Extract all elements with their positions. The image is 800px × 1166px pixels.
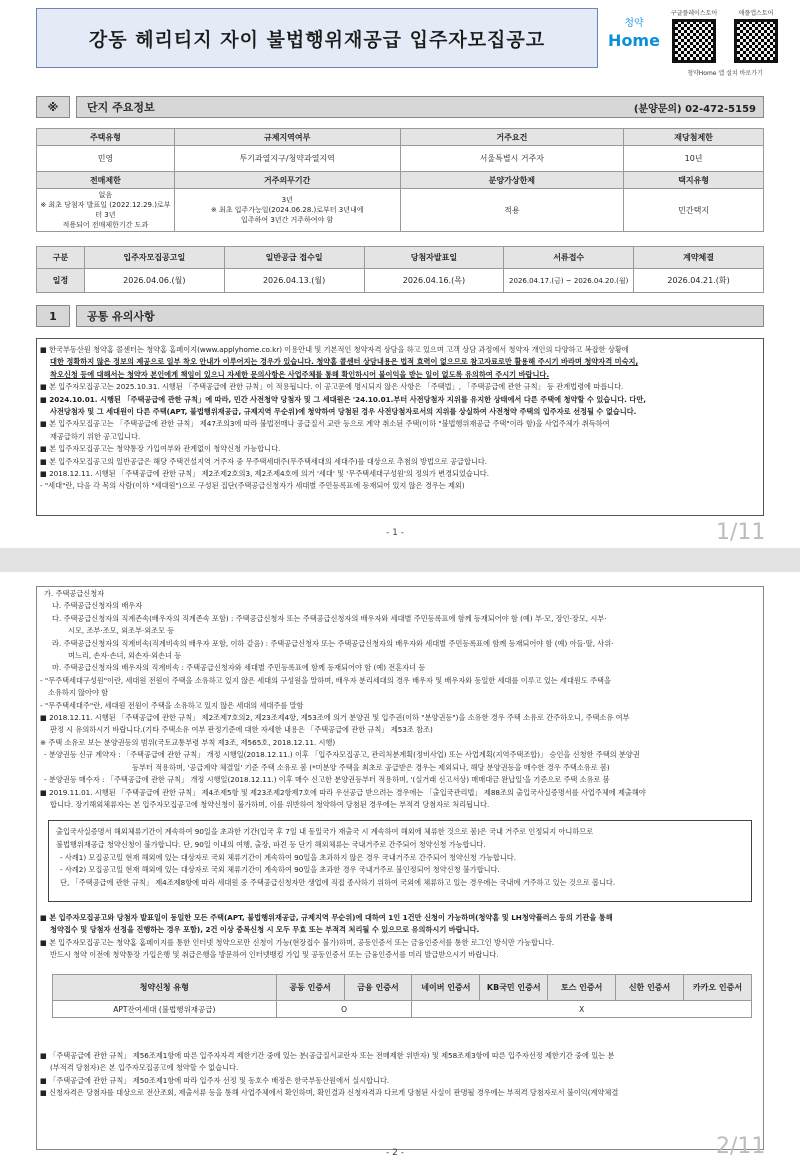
th-cert-shinhan: 신한 인증서: [616, 975, 684, 1001]
paragraph: 나. 주택공급신청자의 배우자: [52, 601, 143, 611]
residence-note-1: ※ 최초 입주가능일(2024.06.28.)로부터 3년내에: [210, 206, 364, 214]
paragraph: 불법행위재공급 청약신청이 불가합니다. 단, 90일 이내의 여행, 출장, 파견 등 단기 해외체류는 국내거주로 간주되어 청약신청 가능합니다.: [56, 839, 486, 849]
page-number: - 2 -: [386, 1148, 404, 1158]
th-rewin-limit: 재당첨제한: [624, 129, 764, 146]
page-gap: [0, 548, 800, 572]
paragraph: ■ 2019.11.01. 시행된 「주택공급에 관한 규칙」 제4조제5항 및 제23조제2항제7호에 따라 우선공급 받으려는 경우에는 「출입국관리법」 제88조의 출입국사실증명서를 사업주체에 제출해야: [40, 787, 646, 797]
paragraph: 시모, 조부·조모, 외조부·외조모 등: [68, 626, 175, 636]
qr-code-icon: [672, 19, 716, 63]
paragraph: 단, 「주택공급에 관한 규칙」 제4조제8항에 따라 세대원 중 주택공급신청자만 생업에 직접 종사하기 위하여 국외에 체류하고 있는 경우에는 국내에 거주하고 있는 것으로 봅니다.: [60, 878, 616, 888]
paragraph: - 분양권등 신규 계약자 : 「주택공급에 관한 규칙」 개정 시행일(2018.12.11.) 이후 「입주자모집공고, 관리처분계획(정비사업) 또는 사업계획(지역주택조합)」 승인을 신청한 주택의 분양권: [44, 750, 640, 760]
qr-label: 애플앱스토어: [738, 10, 774, 17]
paragraph: 재공급하기 위한 공고입니다.: [50, 431, 141, 441]
paragraph: 라. 주택공급신청자의 직계비속(직계비속의 배우자 포함, 이하 같음) : 주택공급신청자 또는 주택공급신청자의 배우자와 세대별 주민등록표에 함께 등재되어야 함 (예) 아들·딸, 사위·: [52, 638, 614, 648]
paragraph: ■ 본 입주자모집공고는 청약홈 홈페이지를 통한 인터넷 청약으로만 신청이 가능(현장접수 불가)하며, 공동인증서 또는 금융인증서를 통한 로그인 방식만 가능합니다.: [40, 937, 555, 947]
th-cert-toss: 토스 인증서: [548, 975, 616, 1001]
paragraph: 판정 시 유의하시기 바랍니다.(기타 주택소유 여부 판정기준에 대한 자세한 내용은 「주택공급에 관한 규칙」 제53조 참조): [50, 725, 433, 735]
qr-note: 청약Home 앱 설치 바로가기: [687, 70, 763, 77]
paragraph: 청약접수 및 당첨자 선정을 진행하는 경우 포함), 2건 이상 중복신청 시 모두 무효 또는 부적격 처리될 수 있으므로 유의하시기 바랍니다.: [50, 925, 480, 935]
document-page-1: [0, 0, 800, 548]
td-apply-type: APT잔여세대 (불법행위재공급): [53, 1001, 277, 1018]
paragraph: 마. 주택공급신청자의 배우자의 직계비속 : 주택공급신청자와 세대별 주민등록표에 함께 등재되어야 함 (예) 전혼자녀 등: [52, 663, 426, 673]
page-counter: 1/11: [716, 520, 766, 545]
th-land-type: 택지유형: [624, 172, 764, 189]
th-apply-type: 청약신청 유형: [53, 975, 277, 1001]
paragraph: ■ 본 입주자모집공고의 일반공급은 해당 주택건설지역 거주자 중 무주택세대주(무주택세대의 세대주)를 대상으로 추첨의 방법으로 공급합니다.: [40, 456, 488, 466]
td-documents: 2026.04.17.(금) ~ 2026.04.20.(월): [504, 269, 634, 293]
section-mark: 1: [36, 305, 70, 327]
section-title: [76, 305, 764, 327]
paragraph: 반드시 청약 이전에 청약통장 가입은행 및 취급은행을 방문하여 인터넷뱅킹 가입 및 공동인증서 또는 금융인증서를 미리 발급받으시기 바랍니다.: [50, 950, 499, 960]
paragraph: - "무주택세대주"란, 세대원 전원이 주택을 소유하고 있지 않은 세대의 세대주를 말함: [40, 700, 304, 710]
th-contract: 계약체결: [634, 247, 764, 269]
contact-phone: (분양문의) 02-472-5159: [633, 103, 756, 115]
paragraph: 가. 주택공급신청자: [44, 589, 105, 598]
th-cert-kakao: 카카오 인증서: [684, 975, 752, 1001]
paragraph: 다. 주택공급신청자의 직계존속(배우자의 직계존속 포함) : 주택공급신청자 또는 주택공급신청자의 배우자와 세대별 주민등록표에 함께 등재되어야 함 (예) 부·모, 장인·장모, 시부·: [52, 613, 607, 623]
th-housing-type: 주택유형: [37, 129, 175, 146]
td-notice-date: 2026.04.06.(월): [84, 269, 224, 293]
page-counter: 2/11: [716, 1134, 766, 1159]
th-documents: 서류접수: [504, 247, 634, 269]
paragraph: 며느리, 손자·손녀, 외손자·외손녀 등: [68, 651, 182, 661]
section-header-1: [36, 305, 764, 327]
td-residence-req: 서울특별시 거주자: [400, 146, 624, 172]
resale-value: 없음: [98, 191, 113, 199]
paragraph: 소유하지 않아야 함: [48, 688, 109, 698]
document-page-2: [0, 572, 800, 1166]
paragraph: ■ 2024.10.01. 시행된 「주택공급에 관한 규칙」에 따라, 민간 사전청약 당첨자 및 그 세대원은 '24.10.01.부터 사전당첨자 지위를 유지한 상태에서 다른 주택에 청약할 수 있습니다. 다만,: [40, 394, 646, 404]
paragraph: - 분양권등 매수자 : 「주택공급에 관한 규칙」 개정 시행일(2018.12.11.) 이후 매수 신고한 분양권등부터 적용하며, '(실거래 신고서상) 매매대금 완납일'을 기준으로 주택 소유로 봄: [44, 775, 610, 785]
th-regulation: 규제지역여부: [174, 129, 400, 146]
application-notice-text: [40, 912, 760, 962]
qr-code-icon: [734, 19, 778, 63]
th-category: 구분: [37, 247, 85, 269]
paragraph: 착오신청 등에 대해서는 청약자 본인에게 책임이 있으니 자세한 문의사항은 사업주체를 통해 확인하시어 불이익을 받는 일이 없도록 유의하여 주시기 바랍니다.: [50, 369, 550, 379]
qr-app-store[interactable]: [726, 8, 786, 63]
th-resale: 전매제한: [37, 172, 175, 189]
qualification-notice-text: [40, 1050, 760, 1100]
paragraph: 대한 정확하지 않은 정보의 제공으로 일부 착오 안내가 이루어지는 경우가 있습니다. 청약홈 콜센터 상담내용은 법적 효력이 없으므로 참고자료로만 활용해 주시기 바라며 청약자격 미숙지,: [50, 357, 639, 367]
section-mark: ※: [36, 96, 70, 118]
th-winner-date: 당첨자발표일: [364, 247, 504, 269]
resale-note-1: ※ 최초 당첨자 발표일 (2022.12.29.)로부터 3년: [40, 201, 171, 219]
info-table: [36, 128, 764, 232]
paragraph: 출입국사실증명서 해외체류기간이 계속하여 90일을 초과한 기간(입국 후 7일 내 동일국가 재출국 시 계속하여 해외에 체류한 것으로 봄)은 국내 거주로 인정되지 아니하므로: [56, 827, 594, 836]
th-cert-joint: 공동 인증서: [276, 975, 344, 1001]
td-general-supply: 2026.04.13.(월): [224, 269, 364, 293]
paragraph: ■ 본 입주자모집공고는 청약통장 가입여부와 관계없이 청약신청 가능합니다.: [40, 444, 281, 454]
td-price-cap: 적용: [400, 189, 624, 232]
td-winner-date: 2026.04.16.(목): [364, 269, 504, 293]
schedule-table: [36, 246, 764, 293]
th-price-cap: 분양가상한제: [400, 172, 624, 189]
paragraph: ※ 주택 소유로 보는 분양권등의 범위(국토교통부령 부칙 제3조, 제565호, 2018.12.11. 시행): [40, 737, 336, 747]
paragraph: - 사례2) 모집공고일 현재 해외에 있는 대상자로 국외 체류기간이 계속하여 90일을 초과한 경우 국내거주로 불인정되어 청약신청 불가합니다.: [60, 865, 500, 875]
td-cert-joint-financial: O: [276, 1001, 412, 1018]
paragraph: ■ 신청자격은 당첨자를 대상으로 전산조회, 제출서류 등을 통해 사업주체에서 확인하며, 확인결과 신청자격과 다르게 당첨된 사실이 판명될 경우에는 부적격 당첨자로서 불이익(계약체결: [40, 1088, 619, 1098]
paragraph: ■ 본 입주자모집공고는 2025.10.31. 시행된 「주택공급에 관한 규칙」이 적용됩니다. 이 공고문에 명시되지 않은 사항은 「주택법」, 「주택공급에 관한 규칙」 등 관계법령에 따릅니다.: [40, 382, 624, 392]
th-cert-naver: 네이버 인증서: [412, 975, 480, 1001]
paragraph: - "세대"란, 다음 각 목의 사람(이하 "세대원")으로 구성된 집단(주택공급신청자가 세대별 주민등록표에 등재되어 있지 않은 경우는 제외): [40, 481, 465, 491]
th-residence-duty: 거주의무기간: [174, 172, 400, 189]
notice-title-box: [36, 8, 598, 68]
common-notice-text: [40, 344, 760, 493]
resale-note-2: 적용되어 전매제한기간 도과: [62, 221, 149, 229]
section-title-text: 공통 유의사항: [87, 310, 155, 323]
td-contract: 2026.04.21.(화): [634, 269, 764, 293]
paragraph: ■ 「주택공급에 관한 규칙」 제56조제1항에 따른 입주자자격 제한기간 중에 있는 분(공급질서교란자 또는 전매제한 위반자) 및 제58조제3항에 따른 입주자선정 제한기간 중에 있는 분: [40, 1051, 615, 1060]
td-rewin-limit: 10년: [624, 146, 764, 172]
residence-note-2: 입주하여 3년간 거주하여야 함: [241, 216, 334, 224]
paragraph: - 사례1) 모집공고일 현재 해외에 있는 대상자로 국외 체류기간이 계속하여 90일을 초과하지 않은 경우 국내거주로 간주되어 청약신청 가능합니다.: [60, 852, 517, 862]
paragraph: 사전당첨자 및 그 세대원이 다른 주택(APT, 불법행위재공급, 규제지역 무순위)에 청약하여 당첨된 경우 사전당첨자로서의 지위를 상실하여 사전청약 주택의 입주자로 선정될 수 없습니다.: [50, 407, 637, 417]
th-cert-financial: 금융 인증서: [344, 975, 412, 1001]
paragraph: ■ 본 입주자모집공고와 당첨자 발표일이 동일한 모든 주택(APT, 불법행위재공급, 규제지역 무순위)에 대하여 1인 1건만 신청이 가능하며(청약홈 및 LH청약플러스 등의 기관을 통해: [40, 913, 613, 922]
paragraph: ■ 「주택공급에 관한 규칙」 제50조제1항에 따라 입주자 선정 및 동호수 배정은 한국부동산원에서 실시합니다.: [40, 1075, 390, 1085]
th-notice-date: 입주자모집공고일: [84, 247, 224, 269]
section-title-text: 단지 주요정보: [87, 101, 155, 114]
residence-value: 3년: [281, 196, 293, 204]
paragraph: ■ 본 입주자모집공고는 「주택공급에 관한 규칙」 제47조의3에 따라 불법전매나 공급질서 교란 등으로 계약 취소된 주택(이하 "불법행위재공급 주택"이라 함)을 사업주체가 취득하여: [40, 419, 610, 429]
paragraph: ■ 한국부동산원 청약홈 콜센터는 청약홈 홈페이지(www.applyhome.co.kr) 이용안내 및 기본적인 청약자격 상담을 하고 있으며 고객 상담 과정에서 청약자 개인의 다양하고 복잡한 상황에: [40, 345, 629, 354]
qr-google-play[interactable]: [664, 8, 724, 63]
td-row-label: 일정: [37, 269, 85, 293]
td-residence-duty: [174, 189, 400, 232]
applyhome-logo: [606, 14, 662, 64]
qr-label: 구글플레이스토어: [670, 10, 718, 17]
page-number: - 1 -: [386, 528, 404, 538]
paragraph: ■ 2018.12.11. 시행된 「주택공급에 관한 규칙」 제2조제2호의3, 제2조제4호에 의거 '세대' 및 '무주택세대구성원'의 정의가 변경되었습니다.: [40, 469, 490, 479]
certificate-table: [52, 974, 752, 1018]
logo-text-top: 청약: [624, 18, 644, 29]
td-cert-private: X: [412, 1001, 752, 1018]
section-header-main: [36, 96, 764, 118]
th-general-supply: 일반공급 접수일: [224, 247, 364, 269]
th-cert-kb: KB국민 인증서: [480, 975, 548, 1001]
th-residence-req: 거주요건: [400, 129, 624, 146]
household-definition-text: [40, 588, 760, 811]
overseas-notice-text: [56, 826, 748, 890]
paragraph: 등부터 적용하며, '공급계약 체결일' 기준 주택 소유로 봄 (*미분양 주택을 최초로 공급받은 경우는 제외되나, 해당 분양권등을 매수한 경우 주택소유로 봄): [132, 762, 610, 772]
td-land-type: 민간택지: [624, 189, 764, 232]
td-resale: [37, 189, 175, 232]
paragraph: ■ 2018.12.11. 시행된 「주택공급에 관한 규칙」 제2조제7호의2, 제23조제4항, 제53조에 의거 분양권 및 입주권(이하 "분양권등")을 소유한 경우 주택 소유로 간주하오니, 주택소유 여부: [40, 713, 630, 723]
logo-text-name: Home: [608, 31, 660, 50]
td-housing-type: 민영: [37, 146, 175, 172]
paragraph: (부적격 당첨자)은 본 입주자모집공고에 청약할 수 없습니다.: [50, 1063, 239, 1073]
paragraph: 합니다. 장기해외체류자는 본 입주자모집공고에 청약신청이 불가하며, 이를 위반하여 청약하여 당첨된 경우에는 부적격 당첨자로 처리됩니다.: [50, 799, 490, 809]
td-regulation: 투기과열지구/청약과열지역: [174, 146, 400, 172]
paragraph: - "무주택세대구성원"이란, 세대원 전원이 주택을 소유하고 있지 않은 세대의 구성원을 말하며, 배우자 분리세대의 경우 배우자 및 배우자와 동일한 세대를 이루고 있는 세대원도 주택을: [40, 675, 611, 685]
notice-title: 강동 헤리티지 자이 불법행위재공급 입주자모집공고: [88, 28, 546, 51]
